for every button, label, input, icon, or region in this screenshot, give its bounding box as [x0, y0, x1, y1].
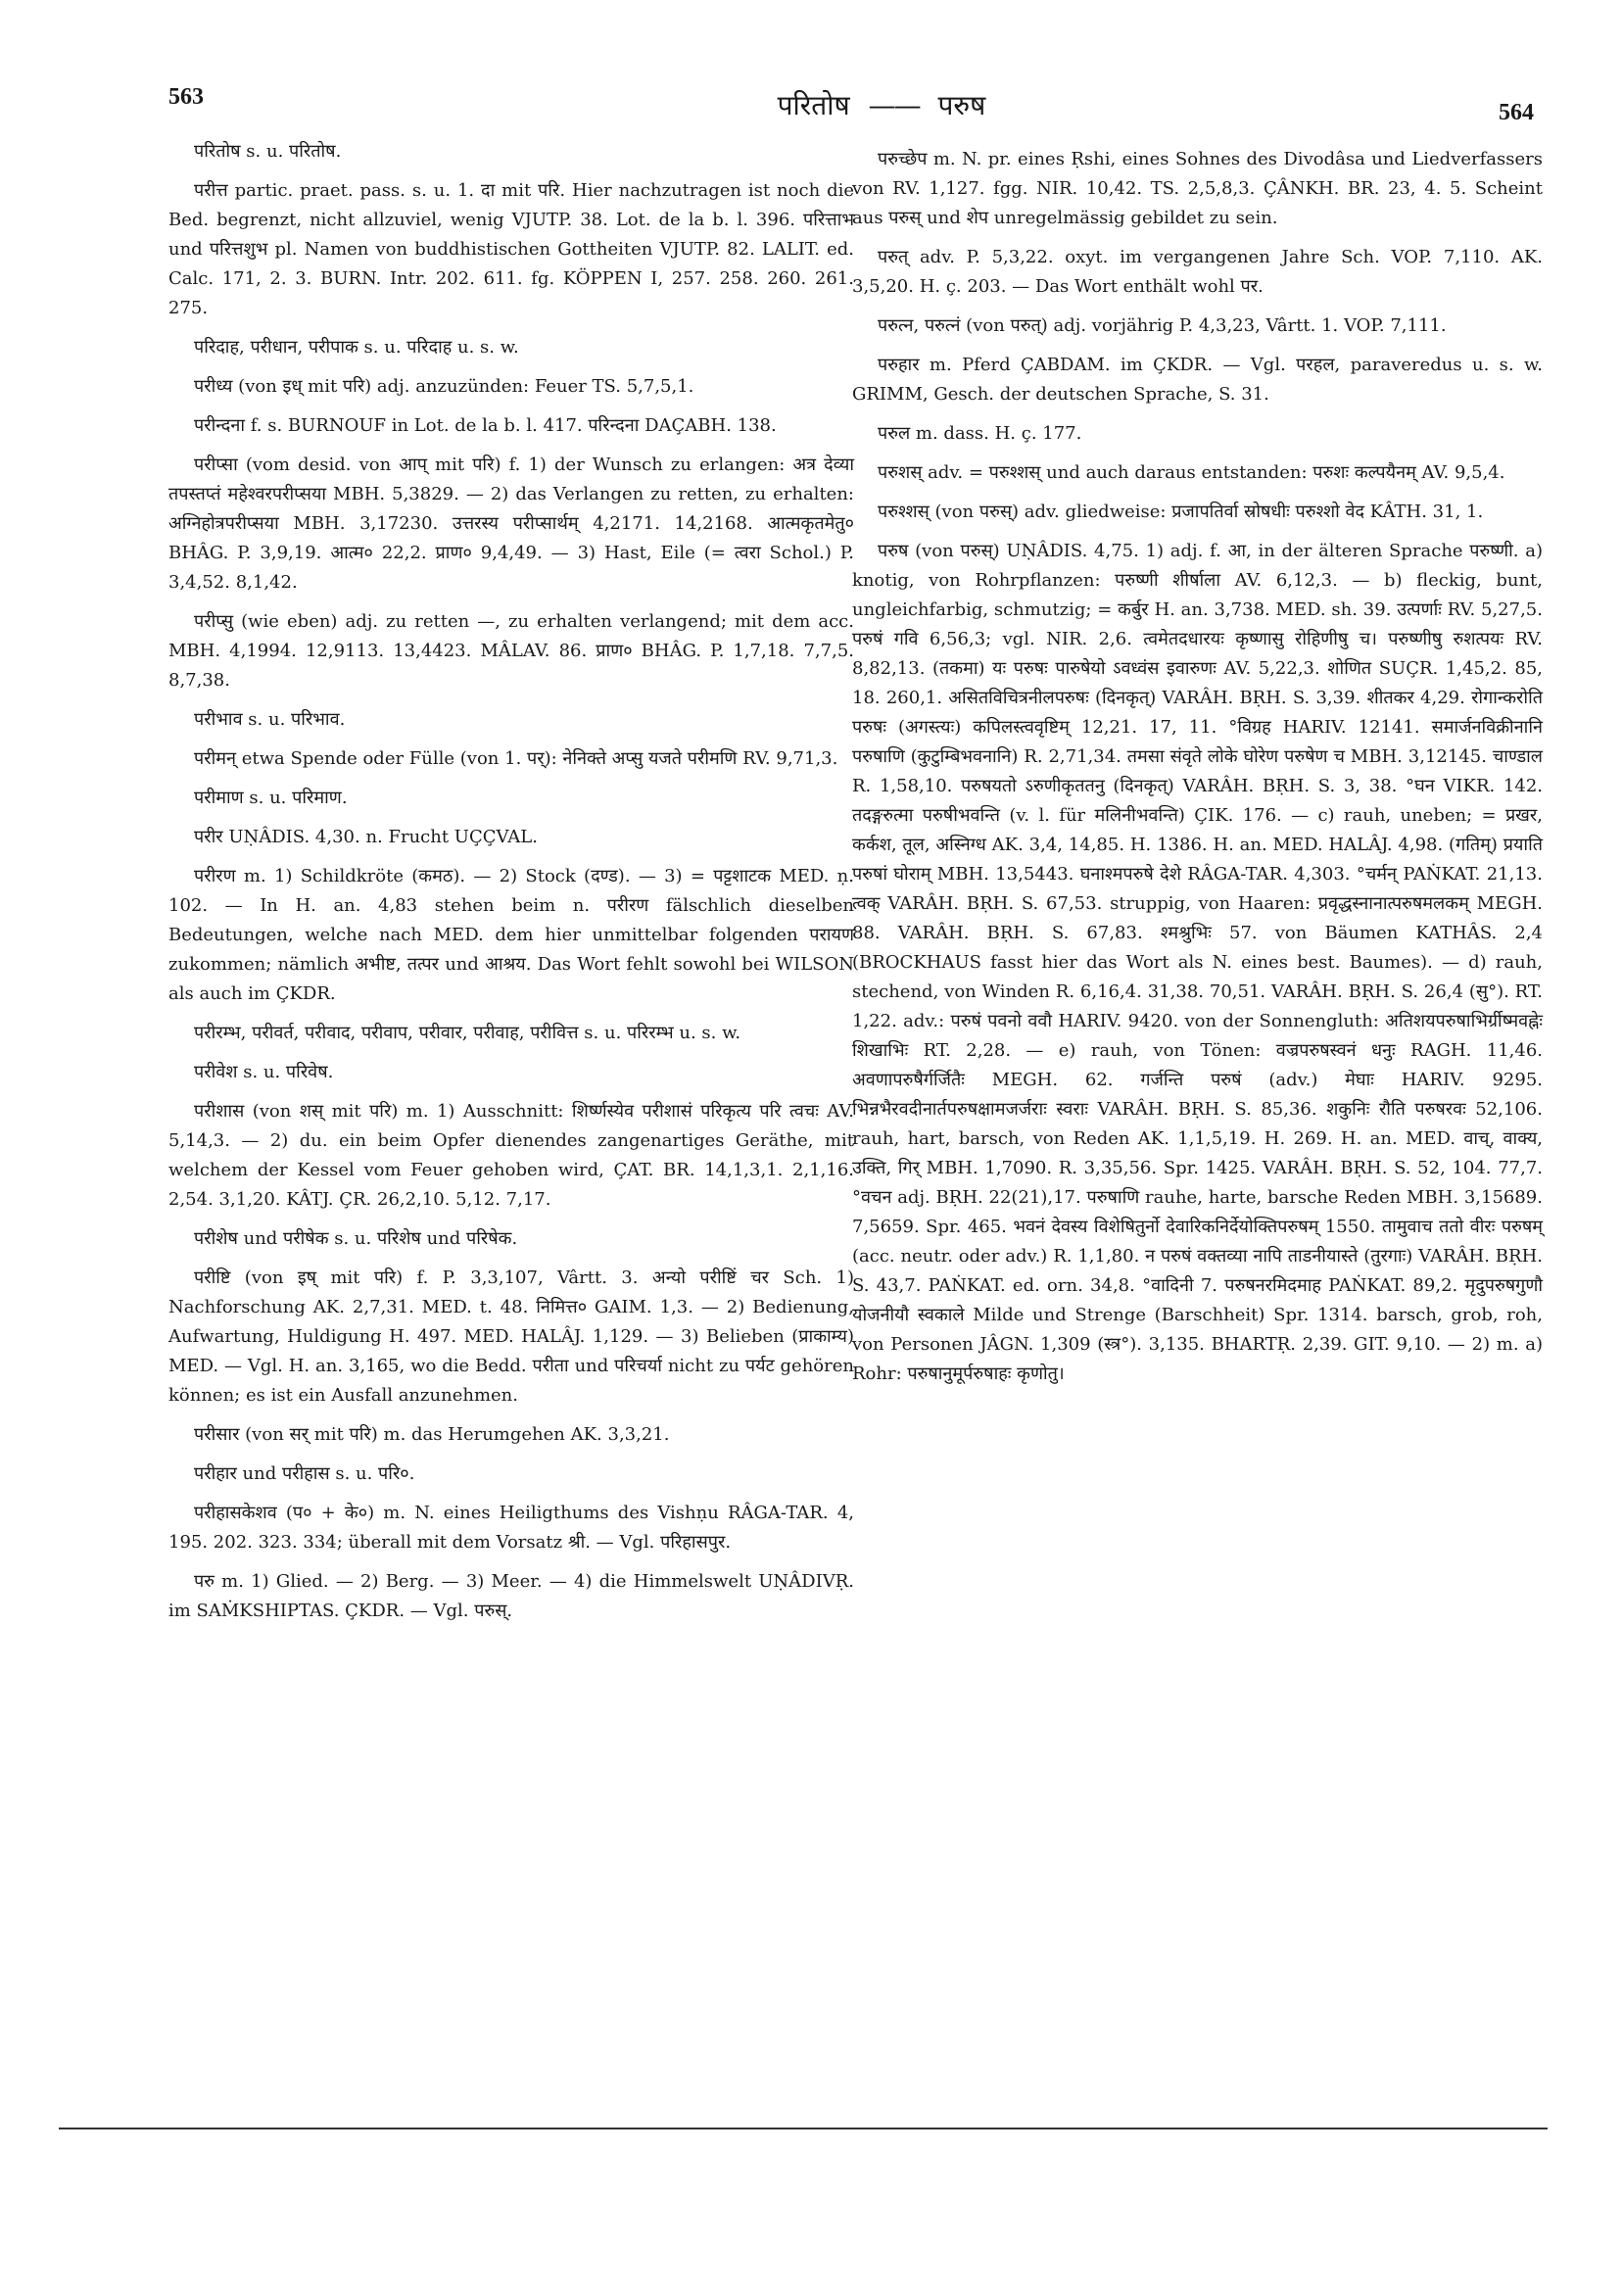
dictionary-entry: परुश्शस् (von परुस्) adv. gliedweise: प्रजापतिर्वा स्रोषधीः परुश्शो वेद KÂTH. 31, 1. — [878, 502, 1484, 522]
right-page-number: 564 — [1499, 100, 1534, 125]
dictionary-entry: परुशस् adv. = परुश्शस् und auch daraus entstanden: परुशः कल्पयैनम् AV. 9,5,4. — [878, 462, 1505, 483]
dictionary-entry: परीन्दना f. s. BURNOUF in Lot. de la b. l. 417. परिन्दना DAÇABH. 138. — [194, 415, 777, 436]
dictionary-entry: परीसार (von सर् mit परि) m. das Herumgehen AK. 3,3,21. — [194, 1424, 670, 1445]
dictionary-entry: परीमन् etwa Spende oder Fülle (von 1. पर्): नेनिक्ते अप्सु यजते परीमणि RV. 9,71,3. — [194, 748, 838, 769]
dictionary-entry: परीशेष und परीषेक s. u. परिशेष und परिषेक. — [194, 1228, 518, 1249]
dictionary-entry: परीमाण s. u. परिमाण. — [194, 788, 348, 808]
dictionary-entry: परीष्टि (von इष् mit परि) f. P. 3,3,107, Vârtt. 3. अन्यो परीष्टिं चर Sch. 1) Nachforschung AK. 2,7,31. MED. t. 48. निमित्त० GAIM. 1,3. — 2) Bedienung, Aufwartung, Huldigung H. 497. MED. HALÂJ. 1,129. — 3) Belieben (प्राकाम्य) MED. — Vgl. H. an. 3,165, wo die Bedd. परीता und परिचर्या nicht zu पर्यट gehören können; es ist ein Ausfall anzunehmen. — [168, 1268, 854, 1406]
dictionary-entry: परितोष s. u. परितोष. — [194, 141, 342, 162]
dictionary-entry: परीहासकेशव (प० + के०) m. N. eines Heiligthums des Vishṇu RÂGA-TAR. 4, 195. 202. 323. 334; überall mit dem Vorsatz श्री. — Vgl. परिहासपुर. — [168, 1503, 854, 1553]
right-column — [852, 145, 1543, 1399]
dictionary-entry: परुत्न, परुत्नं (von परुत्) adj. vorjährig P. 4,3,23, Vârtt. 1. VOP. 7,111. — [878, 315, 1447, 336]
dictionary-entry: परीरम्भ, परीवर्त, परीवाद, परीवाप, परीवार, परीवाह, परीवित्त s. u. परिरम्भ u. s. w. — [194, 1023, 741, 1043]
dictionary-entry: परीप्सा (vom desid. von आप् mit परि) f. 1) der Wunsch zu erlangen: अत्र देव्या तपस्तप्तं महेश्वरपरीप्सया MBH. 5,3829. — 2) das Verlangen zu retten, zu erhalten: अग्निहोत्रपरीप्सया MBH. 3,17230. उत्तरस्य परीप्सार्थम् 4,2171. 14,2168. आत्मकृतमेतु० BHÂG. P. 3,9,19. आत्म० 22,2. प्राण० 9,4,49. — 3) Hast, Eile (= त्वरा Schol.) P. 3,4,52. 8,1,42. — [168, 454, 854, 593]
dictionary-entry: परीभाव s. u. परिभाव. — [194, 709, 346, 730]
dictionary-entry: परीत्त partic. praet. pass. s. u. 1. दा mit परि. Hier nachzutragen ist noch die Bed. begrenzt, nicht allzuviel, wenig VJUTP. 38. Lot. de la b. l. 396. परित्ताभ und परित्तशुभ pl. Namen von buddhistischen Gottheiten VJUTP. 82. LALIT. ed. Calc. 171, 2. 3. BURN. Intr. 202. 611. fg. KÖPPEN I, 257. 258. 260. 261. 275. — [168, 180, 854, 318]
page-header — [676, 86, 1087, 123]
dictionary-entry: परिदाह, परीधान, परीपाक s. u. परिदाह u. s. w. — [194, 337, 519, 358]
dictionary-entry: परीरण m. 1) Schildkröte (कमठ). — 2) Stock (दण्ड). — 3) = पट्टशाटक MED. ṇ. 102. — In H. an. 4,83 stehen beim n. परीरण fälschlich dieselben Bedeutungen, welche nach MED. dem hier unmittelbar folgenden परायण zukommen; nämlich अभीष्ट, तत्पर und आश्रय. Das Wort fehlt sowohl bei WILSON als auch im ÇKDR. — [168, 866, 854, 1004]
dictionary-entry: परुहार m. Pferd ÇABDAM. im ÇKDR. — Vgl. परहल, paraveredus u. s. w. GRIMM, Gesch. der deutschen Sprache, S. 31. — [852, 355, 1543, 405]
header-separator: —— — [868, 89, 920, 121]
dictionary-entry: परुष (von परुस्) UṆÂDIS. 4,75. 1) adj. f. आ, in der älteren Sprache परुष्णी. a) knotig, von Rohrpflanzen: परुष्णी शीर्षाला AV. 6,12,3. — b) fleckig, bunt, ungleichfarbig, schmutzig; = कर्बुर H. an. 3,738. MED. sh. 39. उत्पर्णाः RV. 5,27,5. परुषं गवि 6,56,3; vgl. NIR. 2,6. त्वमेतदधारयः कृष्णासु रोहिणीषु च। परुष्णीषु रुशत्पयः RV. 8,82,13. (तकमा) यः परुषः पारुषेयो ऽवध्वंस इवारुणः AV. 5,22,3. शोणित SUÇR. 1,45,2. 85, 18. 260,1. असितविचित्रनीलपरुषः (दिनकृत्) VARÂH. BṚH. S. 3,39. शीतकर 4,29. रोगान्करोति परुषः (अगस्त्यः) कपिलस्त्ववृष्टिम् 12,21. 17, 11. °विग्रह HARIV. 12141. समार्जनविक्रीनानि परुषाणि (कुटुम्बिभवनानि) R. 2,71,34. तमसा संवृते लोके घोरेण परुषेण च MBH. 3,12145. चाण्डाल R. 1,58,10. परुषयतो ऽरुणीकृततनु (दिनकृत्) VARÂH. BṚH. S. 3, 38. °घन VIKR. 142. तदङ्गरुत्मा परुषीभवन्ति (v. l. für मलिनीभवन्ति) ÇIK. 176. — c) rauh, uneben; = प्रखर, कर्कश, तूल, अस्निग्ध AK. 3,4, 14,85. H. 1386. H. an. MED. HALÂJ. 4,98. (गतिम्) प्रयाति परुषां घोराम् MBH. 13,5443. घनाश्मपरुषे देशे RÂGA-TAR. 4,303. °चर्मन् PAṄKAT. 21,13. त्वक् VARÂH. BṚH. S. 67,53. struppig, von Haaren: प्रवृद्धस्नानात्परुषमलकम् MEGH. 88. VARÂH. BṚH. S. 67,83. श्मश्रुभिः 57. von Bäumen KATHÂS. 2,4 (BROCKHAUS fasst hier das Wort als N. eines best. Baumes). — d) rauh, stechend, von Winden R. 6,16,4. 31,38. 70,51. VARÂH. BṚH. S. 26,4 (सु°). RT. 1,22. adv.: परुषं पवनो ववौ HARIV. 9420. von der Sonnengluth: अतिशयपरुषाभिर्ग्रीष्मवह्नेः शिखाभिः RT. 2,28. — e) rauh, von Tönen: वज्रपरुषस्वनं धनुः RAGH. 11,46. अवणापरुषैर्गर्जितैः MEGH. 62. गर्जन्ति परुषं (adv.) मेघाः HARIV. 9295. भिन्नभैरवदीनार्तपरुषक्षामजर्जराः स्वराः VARÂH. BṚH. S. 85,36. शकुनिः रौति परुषरवः 52,106. rauh, hart, barsch, von Reden AK. 1,1,5,19. H. 269. H. an. MED. वाच्, वाक्य, उक्ति, गिर् MBH. 1,7090. R. 3,35,56. Spr. 1425. VARÂH. BṚH. S. 52, 104. 77,7. °वचन adj. BṚH. 22(21),17. परुषाणि rauhe, harte, barsche Reden MBH. 3,15689. 7,5659. Spr. 465. भवनं देवस्य विशेषितुर्नो देवारिकनिर्देयोक्तिपरुषम् 1550. तामुवाच ततो वीरः परुषम् (acc. neutr. oder adv.) R. 1,1,80. न परुषं वक्तव्या नापि ताडनीयास्ते (तुरगाः) VARÂH. BṚH. S. 43,7. PAṄKAT. ed. orn. 34,8. °वादिनी 7. परुषनरमिदमाह PAṄKAT. 89,2. मृदुपरुषगुणौ योजनीयौ स्वकाले Milde und Strenge (Barschheit) Spr. 1314. barsch, grob, roh, von Personen JÂGN. 1,309 (स्त्र°). 3,135. BHARTṚ. 2,39. GIT. 9,10. — 2) m. a) Rohr: परुषानुमूर्परुषाहः कृणोतु। — [852, 541, 1543, 1384]
header-start-word: परितोष — [777, 89, 850, 121]
dictionary-entry: परु m. 1) Glied. — 2) Berg. — 3) Meer. — 4) die Himmelswelt UṆÂDIVṚ. im SAṀKSHIPTAS. ÇKDR. — Vgl. परुस्. — [168, 1571, 854, 1621]
dictionary-entry: परीध्य (von इध् mit परि) adj. anzuzünden: Feuer TS. 5,7,5,1. — [194, 376, 694, 397]
dictionary-entry: परुल m. dass. H. ç. 177. — [878, 423, 1082, 444]
dictionary-entry: परीर UṆÂDIS. 4,30. n. Frucht UÇÇVAL. — [194, 827, 538, 847]
dictionary-entry: परुत् adv. P. 5,3,22. oxyt. im vergangenen Jahre Sch. VOP. 7,110. AK. 3,5,20. H. ç. 203. — Das Wort enthält wohl पर. — [852, 247, 1543, 297]
left-column — [168, 137, 854, 1636]
dictionary-entry: परीवेश s. u. परिवेष. — [194, 1062, 334, 1082]
dictionary-entry: परीप्सु (wie eben) adj. zu retten —, zu erhalten verlangend; mit dem acc. MBH. 4,1994. 12,9113. 13,4423. MÂLAV. 86. प्राण० BHÂG. P. 1,7,18. 7,7,5. 8,7,38. — [168, 611, 854, 691]
left-page-number: 563 — [168, 84, 204, 110]
header-end-word: परुष — [937, 89, 986, 121]
dictionary-entry: परीशास (von शस् mit परि) m. 1) Ausschnitt: शिर्ष्णस्येव परीशासं परिकृत्य परि त्वचः AV. 5,14,3. — 2) du. ein beim Opfer dienendes zangenartiges Geräthe, mit welchem der Kessel vom Feuer gehoben wird, ÇAT. BR. 14,1,3,1. 2,1,16. 2,54. 3,1,20. KÂTJ. ÇR. 26,2,10. 5,12. 7,17. — [168, 1101, 854, 1210]
dictionary-entry: परुच्छेप m. N. pr. eines Ṛshi, eines Sohnes des Divodâsa und Liedverfassers von RV. 1,127. fgg. NIR. 10,42. TS. 2,5,8,3. ÇÂNKH. BR. 23, 4. 5. Scheint aus परुस् und शेप unregelmässig gebildet zu sein. — [852, 149, 1543, 228]
bottom-rule — [59, 2128, 1548, 2129]
dictionary-entry: परीहार und परीहास s. u. परि०. — [194, 1463, 415, 1484]
